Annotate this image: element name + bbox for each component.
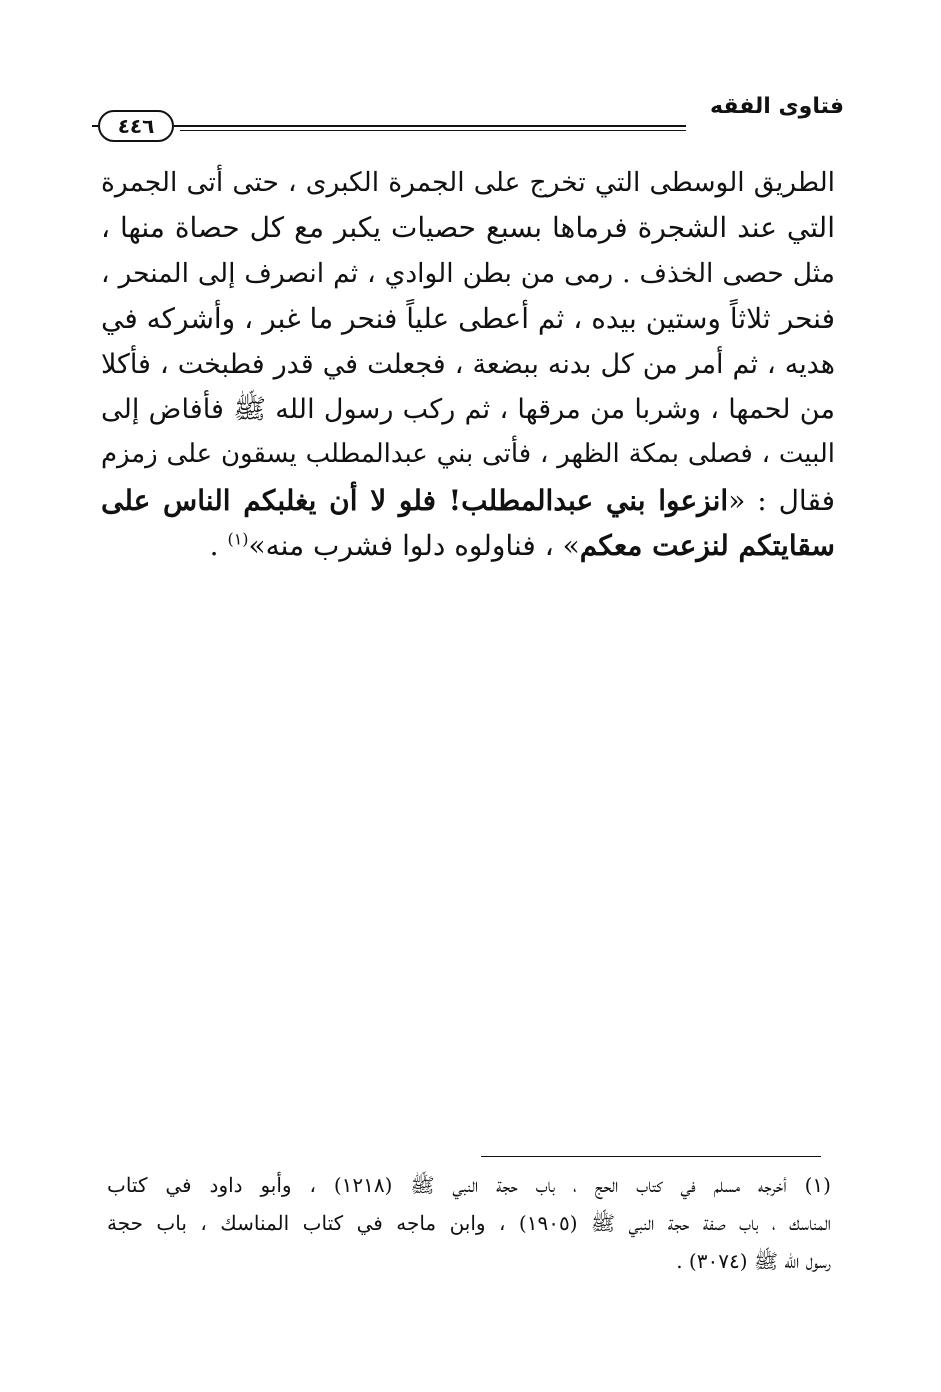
page-header: [98, 92, 844, 142]
sentence-end: .: [209, 529, 228, 563]
body-line: البيت ، فصلى بمكة الظهر ، فأتى بني عبدالمطلب يسقون على زمزم: [101, 439, 835, 470]
body-line: هديه ، ثم أمر من كل بدنه ببضعة ، فجعلت في قدر فطبخت ، فأكلا: [101, 348, 835, 380]
body-line: مثل حصى الخذف . رمى من بطن الوادي ، ثم انصرف إلى المنحر ،: [101, 257, 835, 289]
page-number: ٤٤٦: [98, 110, 174, 142]
quote-text-bold: انزعوا بني عبدالمطلب! فلو لا أن يغلبكم الناس على: [101, 483, 729, 517]
body-line-quote-start: [101, 478, 835, 523]
footnote-reference: (١): [227, 529, 249, 549]
body-line-quote-end: [101, 523, 835, 568]
quote-prefix: فقال : «: [728, 483, 835, 517]
footnote-line: المناسك ، باب صفة حجة النبي ﷺ (١٩٠٥) ، وابن ماجه في كتاب المناسك ، باب حجة: [107, 1211, 831, 1235]
body-line: من لحمها ، وشربا من مرقها ، ثم ركب رسول الله ﷺ فأفاض إلى: [101, 394, 835, 426]
footnote-line: (١) أخرجه مسلم في كتاب الحج ، باب حجة النبي ﷺ (١٢١٨) ، وأبو داود في كتاب: [107, 1173, 831, 1197]
footnotes: [107, 1166, 831, 1280]
body-text: [101, 160, 835, 569]
quote-suffix: » ، فناولوه دلوا فشرب منه»: [248, 529, 580, 563]
footnote-divider: [481, 1156, 821, 1157]
header-rule: [180, 125, 686, 131]
footnote-line: رسول الله ﷺ (٣٠٧٤) .: [676, 1249, 831, 1273]
running-title: فتاوى الفقه: [710, 94, 844, 119]
body-line: فنحر ثلاثاً وستين بيده ، ثم أعطى علياً فنحر ما غبر ، وأشركه في: [101, 302, 835, 336]
body-line: التي عند الشجرة فرماها بسبع حصيات يكبر مع كل حصاة منها ،: [101, 211, 835, 245]
quote-text-bold-end: سقايتكم لنزعت معكم: [579, 529, 835, 563]
body-line: الطريق الوسطى التي تخرج على الجمرة الكبرى ، حتى أتى الجمرة: [101, 167, 835, 198]
